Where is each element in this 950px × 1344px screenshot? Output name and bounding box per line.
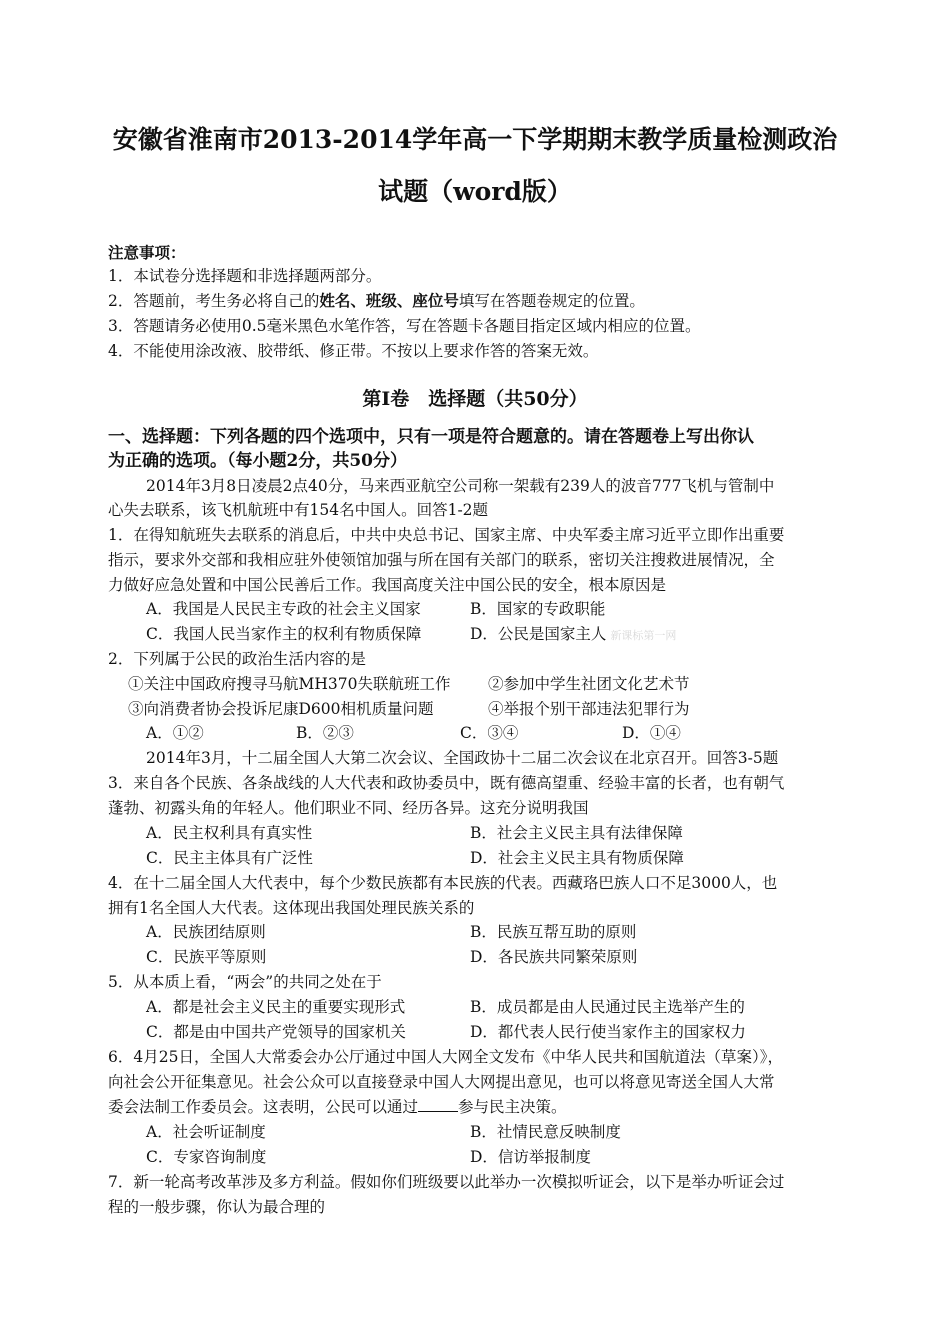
q6-option-a: A．社会听证制度 — [146, 1123, 266, 1141]
document-title-line2: 试题（word版） — [378, 177, 572, 206]
q4-line1: 4．在十二届全国人大代表中，每个少数民族都有本民族的代表。西藏珞巴族人口不足3000人，也 — [108, 874, 778, 892]
q6-line2: 向社会公开征集意见。社会公众可以直接登录中国人大网提出意见，也可以将意见寄送全国人大常 — [108, 1073, 775, 1091]
notice-item-2-emphasis: 姓名、班级、座位号 — [319, 291, 459, 310]
q1-line1: 1．在得知航班失去联系的消息后，中共中央总书记、国家主席、中央军委主席习近平立即作出重要 — [108, 526, 785, 544]
q2-statement-4: ④举报个别干部违法犯罪行为 — [488, 700, 690, 718]
q3-line1: 3．来自各个民族、各条战线的人大代表和政协委员中，既有德高望重、经验丰富的长者，也有朝气 — [108, 774, 785, 792]
q5-line1: 5．从本质上看，“两会”的共同之处在于 — [108, 973, 382, 991]
q2-line1: 2．下列属于公民的政治生活内容的是 — [108, 650, 366, 668]
q5-option-c: C．都是由中国共产党领导的国家机关 — [146, 1023, 406, 1041]
q1-option-b: B．国家的专政职能 — [470, 600, 606, 618]
q2-option-d: D．①④ — [622, 724, 681, 742]
q3-option-c: C．民主主体具有广泛性 — [146, 849, 313, 867]
q3-line2: 蓬勃、初露头角的年轻人。他们职业不同、经历各异。这充分说明我国 — [108, 799, 589, 817]
q5-option-a: A．都是社会主义民主的重要实现形式 — [146, 998, 406, 1016]
q4-option-a: A．民族团结原则 — [146, 923, 266, 941]
q2-statement-3: ③向消费者协会投诉尼康D600相机质量问题 — [128, 700, 434, 718]
q2-statement-1: ①关注中国政府搜寻马航MH370失联航班工作 — [128, 675, 451, 693]
section-title: 第Ⅰ卷 选择题（共50分） — [362, 388, 588, 410]
q6-line1: 6．4月25日，全国人大常委会办公厅通过中国人大网全文发布《中华人民共和国航道法（草案）》， — [108, 1048, 783, 1066]
q7-line2: 程的一般步骤，你认为最合理的 — [108, 1198, 326, 1216]
q6-line3-text-a: 委会法制工作委员会。这表明，公民可以通过 — [108, 1098, 419, 1116]
q6-option-d: D．信访举报制度 — [470, 1148, 591, 1166]
document-title-line1: 安徽省淮南市2013-2014学年高一下学期期末教学质量检测政治 — [112, 125, 838, 154]
intro2-line: 2014年3月，十二届全国人大第二次会议、全国政协十二届二次会议在北京召开。回答3-5题 — [146, 749, 779, 767]
q4-option-b: B．民族互帮互助的原则 — [470, 923, 637, 941]
q6-option-b: B．社情民意反映制度 — [470, 1123, 621, 1141]
q3-option-b: B．社会主义民主具有法律保障 — [470, 824, 683, 842]
q1-option-a: A．我国是人民民主专政的社会主义国家 — [146, 600, 421, 618]
q1-line2: 指示，要求外交部和我相应驻外使领馆加强与所在国有关部门的联系，密切关注搜救进展情况，全 — [108, 551, 775, 569]
q6-answer-blank — [418, 1097, 458, 1112]
part1-instruction-line2: 为正确的选项。（每小题2分，共50分） — [108, 451, 407, 471]
part1-instruction-line1: 一、选择题：下列各题的四个选项中，只有一项是符合题意的。请在答题卷上写出你认 — [108, 427, 754, 447]
q1-option-d — [470, 624, 676, 646]
q2-option-c: C．③④ — [460, 724, 519, 742]
notice-item-4: 4．不能使用涂改液、胶带纸、修正带。不按以上要求作答的答案无效。 — [108, 342, 599, 360]
notice-item-3: 3．答题请务必使用0.5毫米黑色水笔作答，写在答题卡各题目指定区域内相应的位置。 — [108, 317, 701, 335]
q1-option-c: C．我国人民当家作主的权利有物质保障 — [146, 625, 422, 643]
intro1-line1: 2014年3月8日凌晨2点40分，马来西亚航空公司称一架载有239人的波音777飞机与管制中 — [146, 477, 775, 495]
watermark-text: 新课标第一网 — [610, 629, 677, 642]
q2-option-b: B．②③ — [296, 724, 354, 742]
notice-heading: 注意事项： — [108, 243, 186, 262]
q2-option-a: A．①② — [146, 724, 204, 742]
q3-option-d: D．社会主义民主具有物质保障 — [470, 849, 684, 867]
q2-statement-2: ②参加中学生社团文化艺术节 — [488, 675, 690, 693]
q7-line1: 7．新一轮高考改革涉及多方利益。假如你们班级要以此举办一次模拟听证会，以下是举办听证会过 — [108, 1173, 785, 1191]
q1-line3: 力做好应急处置和中国公民善后工作。我国高度关注中国公民的安全，根本原因是 — [108, 576, 667, 594]
q5-option-b: B．成员都是由人民通过民主选举产生的 — [470, 998, 745, 1016]
q5-option-d: D．都代表人民行使当家作主的国家权力 — [470, 1023, 746, 1041]
q6-option-c: C．专家咨询制度 — [146, 1148, 267, 1166]
q4-option-d: D．各民族共同繁荣原则 — [470, 948, 638, 966]
q1-option-d-text: D．公民是国家主人 — [470, 625, 607, 643]
q6-line3-text-b: 参与民主决策。 — [458, 1098, 567, 1116]
q4-line2: 拥有1名全国人大代表。这体现出我国处理民族关系的 — [108, 899, 475, 917]
notice-item-2-text-a: 2．答题前，考生务必将自己的 — [108, 292, 320, 310]
notice-item-2-text-c: 填写在答题卷规定的位置。 — [458, 292, 645, 310]
intro1-line2: 心失去联系，该飞机航班中有154名中国人。回答1-2题 — [108, 501, 489, 519]
q6-line3 — [108, 1097, 567, 1117]
q3-option-a: A．民主权利具有真实性 — [146, 824, 313, 842]
notice-item-2 — [108, 291, 645, 311]
q4-option-c: C．民族平等原则 — [146, 948, 267, 966]
notice-item-1: 1．本试卷分选择题和非选择题两部分。 — [108, 267, 382, 285]
